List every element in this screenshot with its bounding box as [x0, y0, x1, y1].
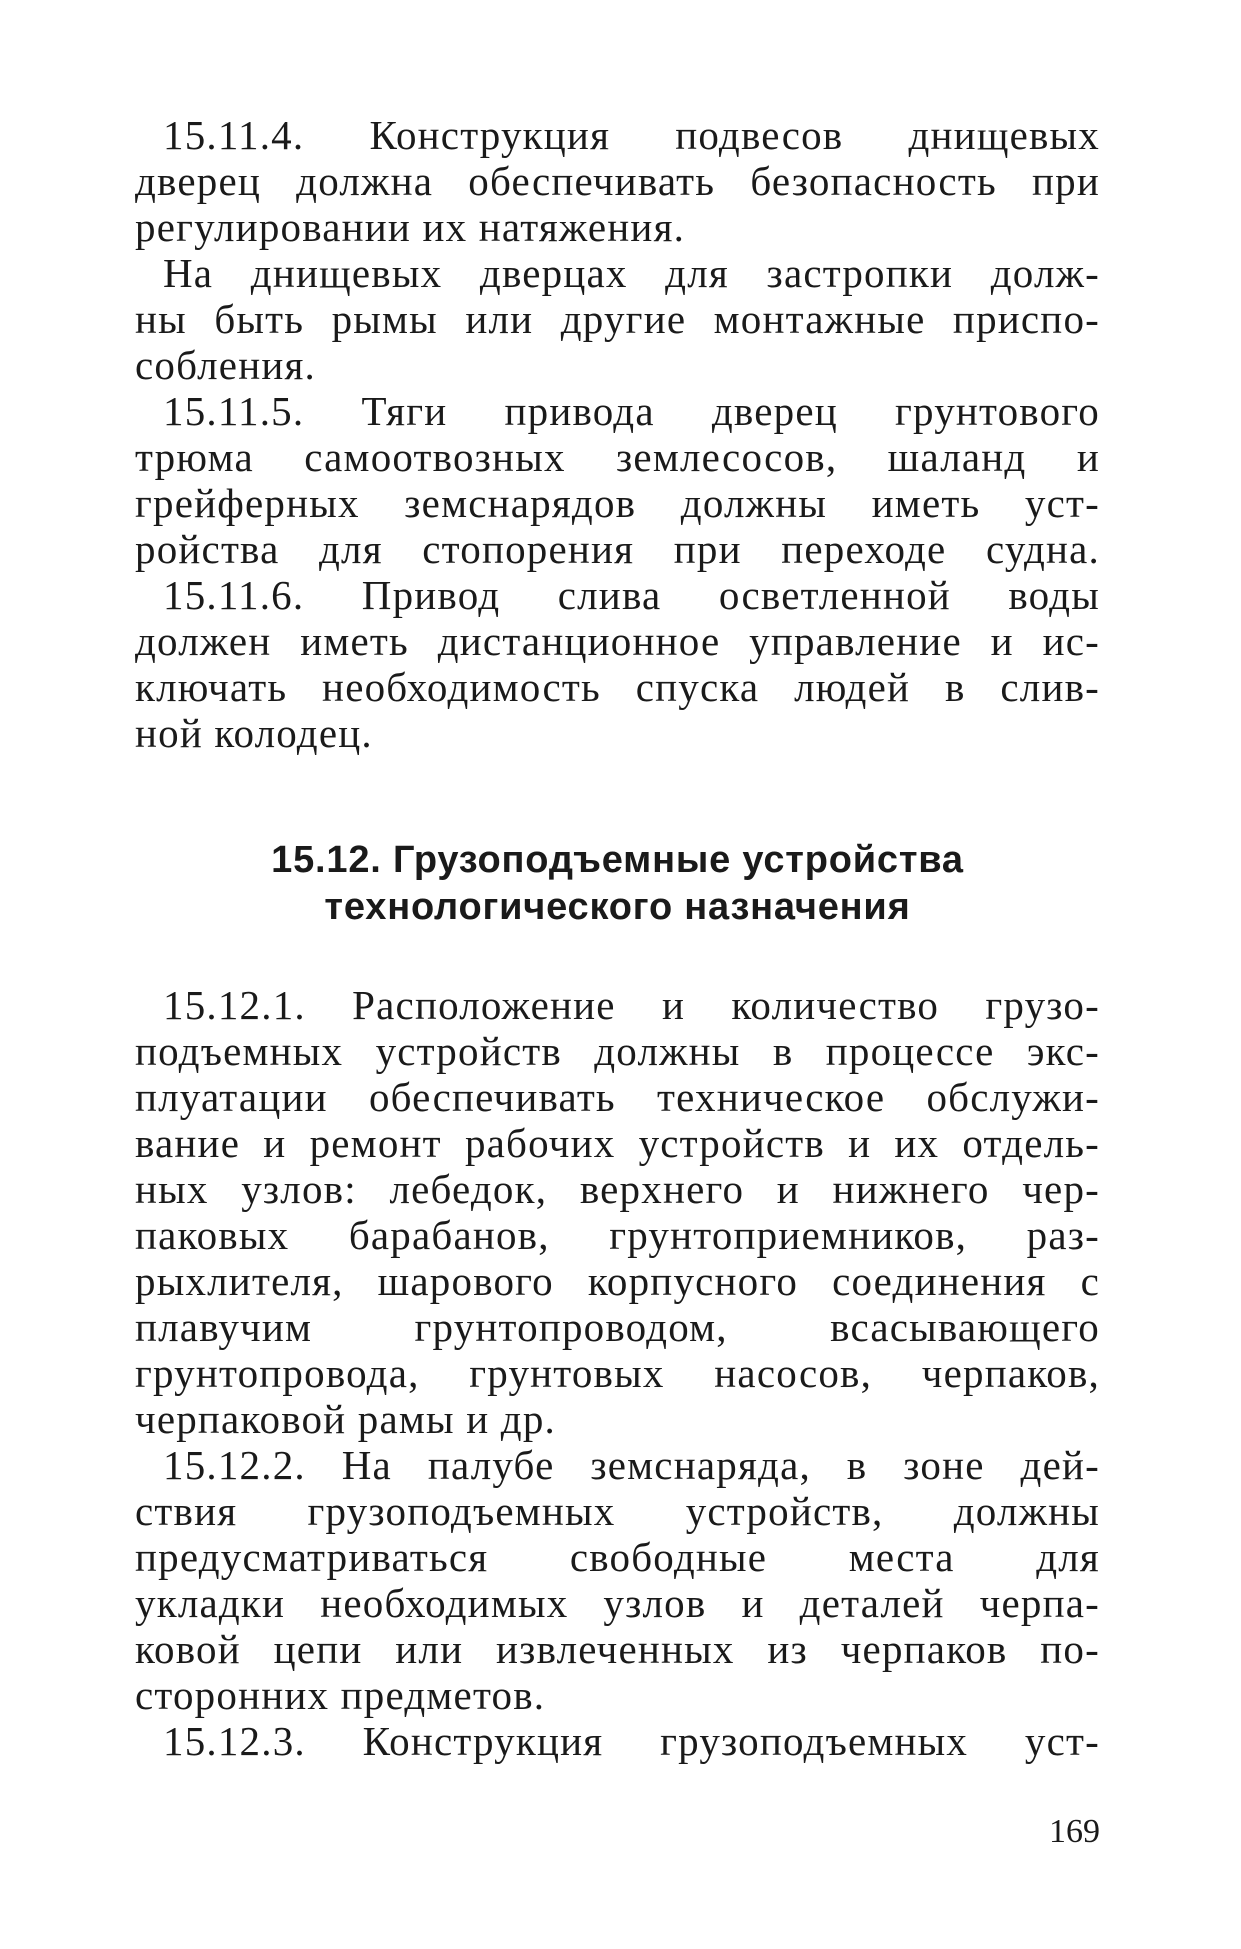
section-heading-line1: 15.12. Грузоподъемные устройства [271, 839, 964, 881]
text-line: черпаковой рамы и др. [135, 1396, 557, 1442]
text-line: ключать необходимость спуска людей в слив- [135, 664, 1100, 710]
page-number: 169 [1049, 1813, 1100, 1850]
text-line: регулировании их натяжения. [135, 204, 686, 250]
text-line: плавучим грунтопроводом, всасывающего [135, 1304, 1100, 1350]
text-line: 15.12.1. Расположение и количество грузо- [163, 982, 1100, 1028]
text-line: грунтопровода, грунтовых насосов, черпаков, [135, 1350, 1100, 1396]
text-line: вание и ремонт рабочих устройств и их отдель- [135, 1120, 1100, 1166]
text-line: 15.12.3. Конструкция грузоподъемных уст- [163, 1718, 1100, 1764]
text-line: грейферных земснарядов должны иметь уст- [135, 480, 1100, 526]
text-line: дверец должна обеспечивать безопасность при [135, 158, 1100, 204]
text-line: должен иметь дистанционное управление и ис- [135, 618, 1100, 664]
text-line: укладки необходимых узлов и деталей черпа- [135, 1580, 1100, 1626]
section-heading-line2: технологического назначения [324, 886, 911, 928]
text-line: сторонних предметов. [135, 1672, 546, 1718]
text-line: трюма самоотвозных землесосов, шаланд и [135, 434, 1100, 480]
text-line: предусматриваться свободные места для [135, 1534, 1100, 1580]
text-line: ройства для стопорения при переходе судна. [135, 526, 1100, 572]
text-line: ны быть рымы или другие монтажные приспо- [135, 296, 1100, 342]
text-line: 15.12.2. На палубе земснаряда, в зоне дей- [163, 1442, 1100, 1488]
text-line: подъемных устройств должны в процессе экс- [135, 1028, 1100, 1074]
text-line: ной колодец. [135, 710, 373, 756]
text-line: плуатации обеспечивать техническое обслужи- [135, 1074, 1100, 1120]
text-line: рыхлителя, шарового корпусного соединения с [135, 1258, 1100, 1304]
text-line: 15.11.5. Тяги привода дверец грунтового [163, 388, 1100, 434]
text-line: ствия грузоподъемных устройств, должны [135, 1488, 1100, 1534]
text-line: ных узлов: лебедок, верхнего и нижнего чер- [135, 1166, 1100, 1212]
text-line: паковых барабанов, грунтоприемников, раз- [135, 1212, 1100, 1258]
text-line: собления. [135, 342, 316, 388]
text-line: 15.11.4. Конструкция подвесов днищевых [163, 112, 1100, 158]
text-line: ковой цепи или извлеченных из черпаков по- [135, 1626, 1100, 1672]
text-line: На днищевых дверцах для застропки долж- [163, 250, 1100, 296]
text-line: 15.11.6. Привод слива осветленной воды [163, 572, 1100, 618]
